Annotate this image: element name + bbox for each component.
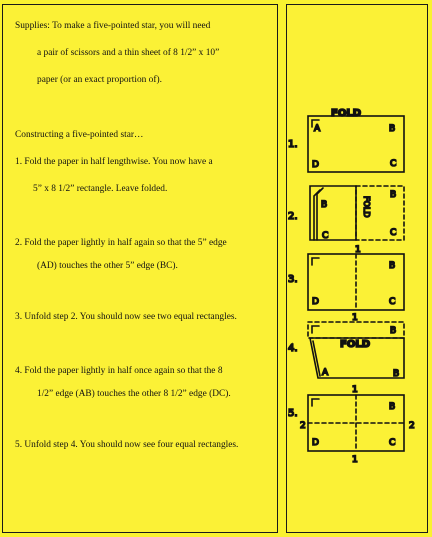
corner-c-label: C <box>389 438 396 448</box>
step-number-2: 2. <box>288 211 298 222</box>
construct-heading: Constructing a five-pointed star… <box>15 130 144 140</box>
corner-b-label: B <box>393 369 400 379</box>
supplies-line-3: paper (or an exact proportion of). <box>37 75 162 85</box>
corner-b-label: B <box>321 200 328 210</box>
diagram-step-3 <box>288 245 404 323</box>
step-5-line-1: 5. Unfold step 4. You should now see four equal rectangles. <box>15 440 239 450</box>
corner-b-label: B <box>389 402 396 412</box>
corner-c-label: C <box>390 228 397 238</box>
corner-d-label: D <box>312 160 319 170</box>
diagram-step-1 <box>288 108 404 172</box>
corner-b-label: B <box>390 190 397 200</box>
corner-b-label: B <box>389 261 396 271</box>
corner-c-label: C <box>322 231 329 241</box>
mark-1-top: 1 <box>352 385 358 395</box>
mark-2-left: 2 <box>300 421 306 431</box>
corner-mark <box>312 399 319 406</box>
step-2-line-1: 2. Fold the paper lightly in half again so that the 5” edge <box>15 238 227 248</box>
step-4-line-2: 1/2” edge (AB) touches the other 8 1/2” edge (DC). <box>37 389 231 399</box>
corner-d-label: D <box>312 438 319 448</box>
corner-mark <box>312 326 319 333</box>
corner-mark <box>312 258 319 265</box>
mark-1-bottom: 1 <box>352 313 358 323</box>
mark-1-top: 1 <box>355 245 361 255</box>
corner-d-label: D <box>312 297 319 307</box>
step-number-1: 1. <box>288 139 298 150</box>
corner-b-label: B <box>390 326 397 336</box>
corner-a-label: A <box>314 124 321 134</box>
fold-label-top: FOLD <box>331 108 362 119</box>
step-1-line-1: 1. Fold the paper in half lengthwise. You now have a <box>15 157 213 167</box>
step-1-line-2: 5” x 8 1/2” rectangle. Leave folded. <box>33 184 168 194</box>
diagram-step-5 <box>288 385 415 465</box>
mark-2-right: 2 <box>409 421 415 431</box>
diagram-step-4 <box>288 322 404 379</box>
step-4-line-1: 4. Fold the paper lightly in half once again so that the 8 <box>15 366 223 376</box>
step-number-4: 4. <box>288 343 298 354</box>
step-number-3: 3. <box>288 274 298 285</box>
corner-a-label: A <box>322 368 329 378</box>
mark-1-bottom: 1 <box>352 455 358 465</box>
corner-b-label: B <box>389 124 396 134</box>
supplies-line-2: a pair of scissors and a thin sheet of 8 1/2” x 10” <box>37 48 220 58</box>
fold-label-side: FOLD <box>362 196 371 218</box>
step-2-line-2: (AD) touches the other 5” edge (BC). <box>37 261 178 271</box>
step-3-line-1: 3. Unfold step 2. You should now see two equal rectangles. <box>15 312 237 322</box>
fold-label-step-4: FOLD <box>340 339 371 350</box>
corner-c-label: C <box>389 297 396 307</box>
step-number-5: 5. <box>288 408 298 419</box>
diagram-step-2 <box>288 186 404 241</box>
corner-c-label: C <box>390 159 397 169</box>
supplies-line-1: Supplies: To make a five-pointed star, you will need <box>15 21 211 31</box>
